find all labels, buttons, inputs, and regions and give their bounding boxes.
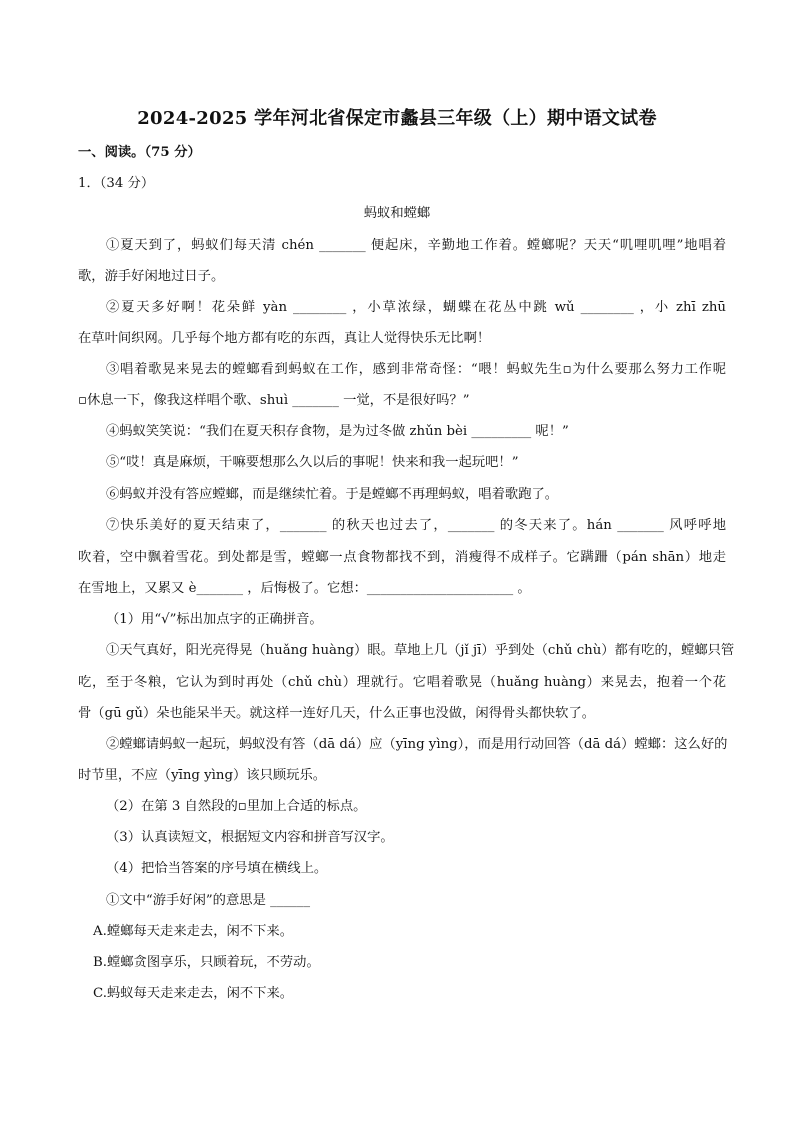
option-a: A.螳螂每天走来走去，闲不下来。 <box>93 924 293 939</box>
paragraph-line: ②夏天多好啊！花朵鲜 yàn ________ ，小草浓绿，蝴蝶在花丛中跳 wǔ ________ ，小 zhī zhū <box>106 300 726 315</box>
subquestion-4: （4）把恰当答案的序号填在横线上。 <box>106 861 328 876</box>
subquestion-line: ①天气真好，阳光亮得晃（huǎng huàng）眼。草地上几（jǐ jī）乎到处（chǔ chù）都有吃的，螳螂只管 <box>106 643 735 658</box>
paragraph-line: ⑤“哎！真是麻烦，干嘛要想那么久以后的事呢！快来和我一起玩吧！” <box>106 455 519 470</box>
subquestion-line: 吃，至于冬粮，它认为到时再处（chǔ chù）理就行。它唱着歌晃（huǎng huàng）来晃去，抱着一个花 <box>78 675 726 690</box>
paragraph-line: ③唱着歌晃来晃去的螳螂看到蚂蚁在工作，感到非常奇怪：“喂！蚂蚁先生▫为什么要那么努力工作呢 <box>106 362 726 377</box>
subquestion-2: （2）在第 3 自然段的▫里加上合适的标点。 <box>106 799 367 814</box>
subquestion-line: 骨（gū gǔ）朵也能呆半天。就这样一连好几天，什么正事也没做，闲得骨头都快软了。 <box>78 706 596 721</box>
option-c: C.蚂蚁每天走来走去，闲不下来。 <box>93 986 294 1001</box>
subquestion-1: （1）用“√”标出加点字的正确拼音。 <box>106 612 323 627</box>
exam-title: 2024-2025 学年河北省保定市蠡县三年级（上）期中语文试卷 <box>137 108 657 129</box>
paragraph-line: ⑥蚂蚁并没有答应螳螂，而是继续忙着。于是螳螂不再理蚂蚁，唱着歌跑了。 <box>106 487 559 502</box>
paragraph-line: 歌，游手好闲地过日子。 <box>78 269 225 284</box>
story-title: 蚂蚁和螳螂 <box>363 206 431 221</box>
paragraph-line: ⑦快乐美好的夏天结束了，_______ 的秋天也过去了，_______ 的冬天来了。hán _______ 风呼呼地 <box>106 518 726 533</box>
question-number: 1．（34 分） <box>78 176 155 191</box>
paragraph-line: ①夏天到了，蚂蚁们每天清 chén _______ 便起床，辛勤地工作着。螳螂呢？天天“叽哩叽哩”地唱着 <box>106 238 726 253</box>
paragraph-line: ④蚂蚁笑笑说：“我们在夏天积存食物，是为过冬做 zhǔn bèi _________ 呢！” <box>106 424 569 439</box>
subquestion-4-prompt: ①文中“游手好闲”的意思是 ______ <box>106 893 310 908</box>
paragraph-line: ▫休息一下，像我这样唱个歌、shuì _______ 一觉，不是很好吗？” <box>78 393 470 408</box>
paragraph-line: 在草叶间织网。几乎每个地方都有吃的东西，真让人觉得快乐无比啊！ <box>78 331 491 346</box>
paragraph-line: 在雪地上，又累又 è_______ ，后悔极了。它想：______________________ 。 <box>78 581 531 596</box>
paragraph-line: 吹着，空中飘着雪花。到处都是雪，螳螂一点食物都找不到，消瘦得不成样子。它蹒跚（pán shān）地走 <box>78 550 726 565</box>
subquestion-line: 时节里，不应（yīng yìng）该只顾玩乐。 <box>78 768 327 783</box>
section-heading: 一、阅读。（75 分） <box>78 145 201 160</box>
option-b: B.螳螂贪图享乐，只顾着玩，不劳动。 <box>93 955 320 970</box>
subquestion-3: （3）认真读短文，根据短文内容和拼音写汉字。 <box>106 830 394 845</box>
subquestion-line: ②螳螂请蚂蚁一起玩，蚂蚁没有答（dā dá）应（yīng yìng），而是用行动回答（dā dá）螳螂：这么好的 <box>106 737 728 752</box>
